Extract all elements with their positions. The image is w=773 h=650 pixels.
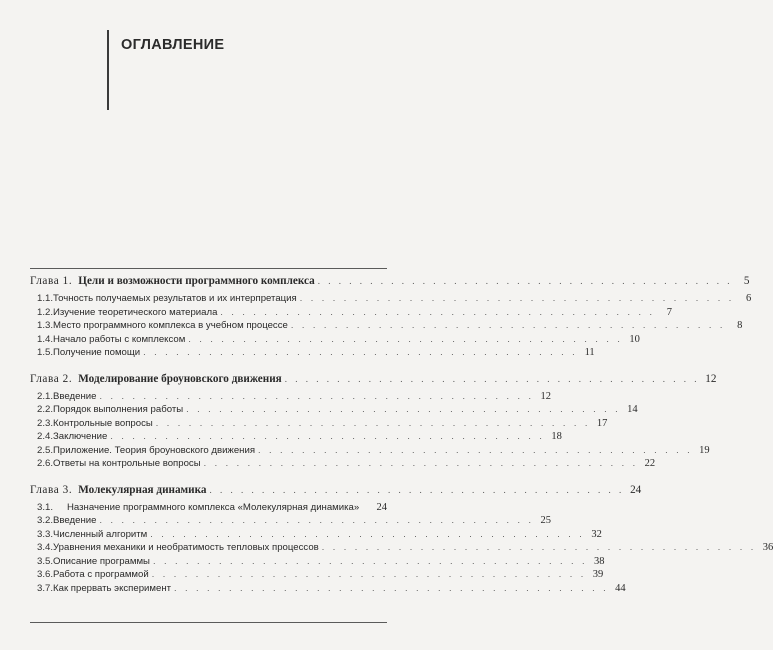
section-page: 19 bbox=[699, 444, 710, 456]
section-number: 1.5. bbox=[37, 347, 54, 358]
chapter-title: Цели и возможности программного комплекса bbox=[78, 275, 315, 287]
section-number: 1.4. bbox=[37, 333, 54, 345]
toc-entry[interactable] bbox=[30, 417, 608, 431]
dot-leader: . . . . . . . . . . . . . . . . . . . . . . . . . . . . . . . . . . . . . . . . bbox=[155, 417, 591, 428]
section-page: 18 bbox=[551, 431, 562, 442]
chapter-number: Глава 2. bbox=[30, 372, 73, 385]
chapter-title: Моделирование броуновского движения bbox=[78, 372, 282, 385]
toc-entry[interactable] bbox=[30, 582, 626, 596]
section-title: Порядок выполнения работы bbox=[53, 404, 184, 415]
section-title: Численный алгоритм bbox=[53, 528, 148, 540]
section-page: 8 bbox=[737, 320, 743, 331]
chapter-heading[interactable] bbox=[30, 372, 717, 387]
section-page: 24 bbox=[376, 501, 387, 513]
chapter-3 bbox=[30, 483, 773, 596]
section-number: 2.2. bbox=[37, 404, 54, 415]
toc-entry[interactable] bbox=[30, 292, 752, 306]
dot-leader: . . . . . . . . . . . . . . . . . . . . . . . . . . . . . . . . . . . . . . . . bbox=[186, 404, 621, 414]
section-title: Уравнения механики и необратимость тепловых процессов bbox=[53, 542, 319, 553]
dot-leader: . . . . . . . . . . . . . . . . . . . . . . . . . . . . . . . . . . . . . . . . bbox=[110, 431, 545, 441]
dot-leader: . . . . . . . . . . . . . . . . . . . . . . . . . . . . . . . . . . . . . . . . bbox=[290, 320, 726, 330]
dot-leader: . . . . . . . . . . . . . . . . . . . . . . . . . . . . . . . . . . . . . . . . bbox=[317, 276, 733, 286]
chapter-heading[interactable] bbox=[30, 483, 642, 498]
chapter-heading[interactable] bbox=[30, 274, 750, 289]
dot-leader: . . . . . . . . . . . . . . . . . . . . . . . . . . . . . . . . . . . . . . . . bbox=[188, 333, 623, 344]
chapter-number: Глава 1. bbox=[30, 275, 73, 287]
toc-entry[interactable] bbox=[30, 430, 562, 444]
section-number: 2.5. bbox=[37, 444, 54, 456]
chapter-number: Глава 3. bbox=[30, 483, 73, 496]
section-title: Контрольные вопросы bbox=[53, 417, 153, 429]
chapter-page: 24 bbox=[630, 483, 642, 496]
dot-leader: . . . . . . . . . . . . . . . . . . . . . . . . . . . . . . . . . . . . . . . . bbox=[209, 484, 625, 495]
chapter-1 bbox=[30, 274, 752, 360]
dot-leader: . . . . . . . . . . . . . . . . . . . . . . . . . . . . . . . . . . . . . . . . bbox=[321, 542, 757, 552]
section-title: Заключение bbox=[53, 431, 108, 442]
toc-entry[interactable] bbox=[30, 501, 387, 515]
section-title: Работа с программой bbox=[53, 569, 149, 580]
section-number: 3.2. bbox=[37, 515, 54, 526]
toc-entry[interactable] bbox=[30, 555, 605, 569]
section-page: 25 bbox=[540, 515, 552, 526]
section-number: 1.1. bbox=[37, 293, 54, 304]
toc-entry[interactable] bbox=[30, 390, 552, 404]
dot-leader: . . . . . . . . . . . . . . . . . . . . . . . . . . . . . . . . . . . . . . . . bbox=[284, 373, 700, 384]
section-page: 44 bbox=[615, 582, 626, 594]
section-number: 3.3. bbox=[37, 528, 54, 540]
section-number: 2.4. bbox=[37, 431, 54, 442]
section-title: Описание программы bbox=[53, 555, 150, 567]
section-title: Изучение теоретического материала bbox=[53, 306, 218, 318]
section-number: 1.3. bbox=[37, 320, 54, 331]
section-title: Ответы на контрольные вопросы bbox=[53, 458, 201, 469]
section-page: 12 bbox=[540, 390, 552, 402]
dot-leader: . . . . . . . . . . . . . . . . . . . . . . . . . . . . . . . . . . . . . . . . bbox=[143, 347, 578, 357]
section-page: 22 bbox=[644, 458, 656, 469]
section-title: Введение bbox=[53, 390, 97, 402]
section-page: 32 bbox=[591, 528, 602, 540]
section-number: 3.4. bbox=[37, 542, 54, 553]
section-page: 39 bbox=[592, 569, 604, 580]
toc-entry[interactable] bbox=[30, 568, 604, 582]
section-page: 7 bbox=[666, 306, 672, 318]
section-title: Как прервать эксперимент bbox=[53, 582, 172, 594]
section-page: 11 bbox=[584, 347, 595, 358]
toc-entry[interactable] bbox=[30, 403, 638, 417]
section-page: 6 bbox=[746, 293, 752, 304]
chapter-2 bbox=[30, 372, 717, 471]
section-title: Получение помощи bbox=[53, 347, 141, 358]
section-title: Точность получаемых результатов и их интерпретация bbox=[53, 293, 297, 304]
toc-entry[interactable] bbox=[30, 306, 672, 320]
section-number: 1.2. bbox=[37, 306, 54, 318]
section-number: 3.1. bbox=[37, 501, 54, 513]
section-number: 3.6. bbox=[37, 569, 54, 580]
dot-leader: . . . . . . . . . . . . . . . . . . . . . . . . . . . . . . . . . . . . . . . . bbox=[99, 515, 535, 525]
toc-entry[interactable] bbox=[30, 541, 773, 555]
toc-entry[interactable] bbox=[30, 319, 743, 333]
top-rule bbox=[30, 268, 387, 269]
section-page: 17 bbox=[596, 417, 608, 429]
section-page: 38 bbox=[594, 555, 605, 567]
toc-entry[interactable] bbox=[30, 333, 640, 347]
toc-entry[interactable] bbox=[30, 528, 602, 542]
dot-leader: . . . . . . . . . . . . . . . . . . . . . . . . . . . . . . . . . . . . . . . . bbox=[258, 444, 693, 455]
section-title: Приложение. Теория броуновского движения bbox=[53, 444, 256, 456]
section-number: 2.6. bbox=[37, 458, 54, 469]
dot-leader bbox=[362, 501, 370, 515]
dot-leader: . . . . . . . . . . . . . . . . . . . . . . . . . . . . . . . . . . . . . . . . bbox=[220, 306, 655, 317]
chapter-page: 12 bbox=[705, 372, 717, 385]
dot-leader: . . . . . . . . . . . . . . . . . . . . . . . . . . . . . . . . . . . . . . . . bbox=[174, 582, 609, 593]
dot-leader: . . . . . . . . . . . . . . . . . . . . . . . . . . . . . . . . . . . . . . . . bbox=[203, 458, 639, 468]
toc-entry[interactable] bbox=[30, 444, 710, 458]
section-page: 14 bbox=[627, 404, 638, 415]
table-of-contents bbox=[30, 274, 773, 607]
section-page: 10 bbox=[629, 333, 640, 345]
chapter-title: Молекулярная динамика bbox=[78, 483, 207, 496]
bottom-rule bbox=[30, 622, 387, 623]
dot-leader: . . . . . . . . . . . . . . . . . . . . . . . . . . . . . . . . . . . . . . . . bbox=[299, 293, 735, 303]
section-number: 2.1. bbox=[37, 390, 54, 402]
toc-entry[interactable] bbox=[30, 346, 595, 360]
toc-entry[interactable] bbox=[30, 457, 656, 471]
dot-leader: . . . . . . . . . . . . . . . . . . . . . . . . . . . . . . . . . . . . . . . . bbox=[151, 569, 587, 579]
chapter-page: 5 bbox=[743, 275, 750, 287]
page-title: ОГЛАВЛЕНИЕ bbox=[121, 37, 225, 53]
dot-leader: . . . . . . . . . . . . . . . . . . . . . . . . . . . . . . . . . . . . . . . . bbox=[152, 555, 588, 566]
dot-leader: . . . . . . . . . . . . . . . . . . . . . . . . . . . . . . . . . . . . . . . . bbox=[150, 528, 585, 539]
heading-vertical-bar bbox=[107, 30, 109, 110]
section-title: Введение bbox=[53, 515, 97, 526]
toc-entry[interactable] bbox=[30, 514, 552, 528]
section-number: 2.3. bbox=[37, 417, 54, 429]
section-title: Начало работы с комплексом bbox=[53, 333, 186, 345]
section-number: 3.7. bbox=[37, 582, 54, 594]
section-title: Место программного комплекса в учебном процессе bbox=[53, 320, 288, 331]
section-number: 3.5. bbox=[37, 555, 54, 567]
section-page: 36 bbox=[762, 542, 773, 553]
section-title: Назначение программного комплекса «Молекулярная динамика» bbox=[67, 501, 360, 513]
dot-leader: . . . . . . . . . . . . . . . . . . . . . . . . . . . . . . . . . . . . . . . . bbox=[99, 390, 535, 401]
